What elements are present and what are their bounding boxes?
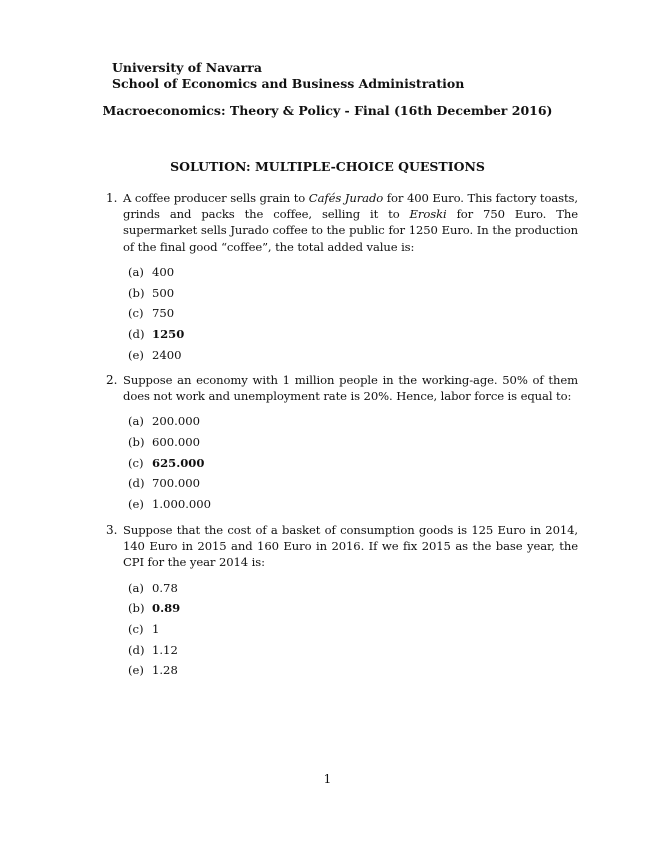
option-value: 1.28 xyxy=(152,663,178,678)
question-text-part: for 400 Euro. This factory toasts, grinds and packs the coffee, selling it to xyxy=(123,191,578,222)
question-text-part: A coffee producer sells grain to xyxy=(123,191,309,205)
option-value: 200.000 xyxy=(152,414,200,429)
question-text: Suppose an economy with 1 million people in the working-age. 50% of them does not work and unemployment rate is 20%. Hence, labor force is equal to: xyxy=(123,373,578,404)
option-a xyxy=(128,580,578,601)
option-value: 700.000 xyxy=(152,476,200,491)
option-label: (c) xyxy=(128,306,144,321)
option-label: (e) xyxy=(128,497,144,512)
page-number: 1 xyxy=(323,772,332,786)
option-value: 1 xyxy=(152,621,160,636)
option-label: (a) xyxy=(128,414,144,429)
correct-answer: 0.89 xyxy=(152,601,181,616)
question-number: 3. xyxy=(106,523,118,537)
question-1 xyxy=(106,190,578,379)
option-value: 400 xyxy=(152,264,175,279)
option-d xyxy=(128,642,578,663)
option-d xyxy=(128,475,578,496)
option-label: (c) xyxy=(128,621,144,636)
question-3 xyxy=(106,522,578,695)
correct-answer: 1250 xyxy=(152,326,185,341)
options-list xyxy=(128,264,578,367)
option-value: 600.000 xyxy=(152,435,200,450)
option-value: 0.78 xyxy=(152,580,178,595)
option-c-correct xyxy=(128,455,578,476)
option-label: (e) xyxy=(128,663,144,678)
option-label: (d) xyxy=(128,642,145,657)
question-text-part: for 750 Euro. The supermarket sells Jurado coffee to the public for 1250 Euro. In the production of the final good “coffee”, the total added value is: xyxy=(123,207,578,254)
option-a xyxy=(128,413,578,434)
header xyxy=(112,60,592,92)
option-c xyxy=(128,621,578,642)
option-label: (d) xyxy=(128,326,145,341)
question-2 xyxy=(106,372,578,529)
option-value: 500 xyxy=(152,285,175,300)
option-label: (a) xyxy=(128,264,144,279)
option-e xyxy=(128,347,578,368)
option-label: (b) xyxy=(128,435,145,450)
option-e xyxy=(128,662,578,683)
school-name: School of Economics and Business Administration xyxy=(112,76,465,91)
university-name: University of Navarra xyxy=(112,60,262,75)
option-value: 1.000.000 xyxy=(152,497,212,512)
question-number: 1. xyxy=(106,191,118,205)
option-label: (b) xyxy=(128,601,145,616)
question-text-emphasis: Cafés Jurado xyxy=(308,191,384,205)
option-a xyxy=(128,264,578,285)
options-list xyxy=(128,580,578,683)
section-title: SOLUTION: MULTIPLE-CHOICE QUESTIONS xyxy=(170,159,485,174)
option-d-correct xyxy=(128,326,578,347)
option-label: (b) xyxy=(128,285,145,300)
question-number: 2. xyxy=(106,373,118,387)
correct-answer: 625.000 xyxy=(152,455,205,470)
option-b xyxy=(128,434,578,455)
option-label: (e) xyxy=(128,347,144,362)
options-list xyxy=(128,413,578,516)
option-label: (a) xyxy=(128,580,144,595)
question-text xyxy=(123,190,578,255)
option-label: (c) xyxy=(128,455,144,470)
option-b xyxy=(128,285,578,306)
question-text: Suppose that the cost of a basket of consumption goods is 125 Euro in 2014, 140 Euro in 2015 and 160 Euro in 2016. If we fix 2015 as the base year, the CPI for the year 2014 is: xyxy=(123,523,578,570)
exam-title: Macroeconomics: Theory & Policy - Final (16th December 2016) xyxy=(102,103,553,118)
option-e xyxy=(128,496,578,517)
question-text-emphasis: Eroski xyxy=(409,207,447,222)
option-c xyxy=(128,305,578,326)
option-value: 2400 xyxy=(152,347,182,362)
option-b-correct xyxy=(128,600,578,621)
option-value: 750 xyxy=(152,306,175,321)
option-value: 1.12 xyxy=(152,642,178,657)
option-label: (d) xyxy=(128,476,145,491)
